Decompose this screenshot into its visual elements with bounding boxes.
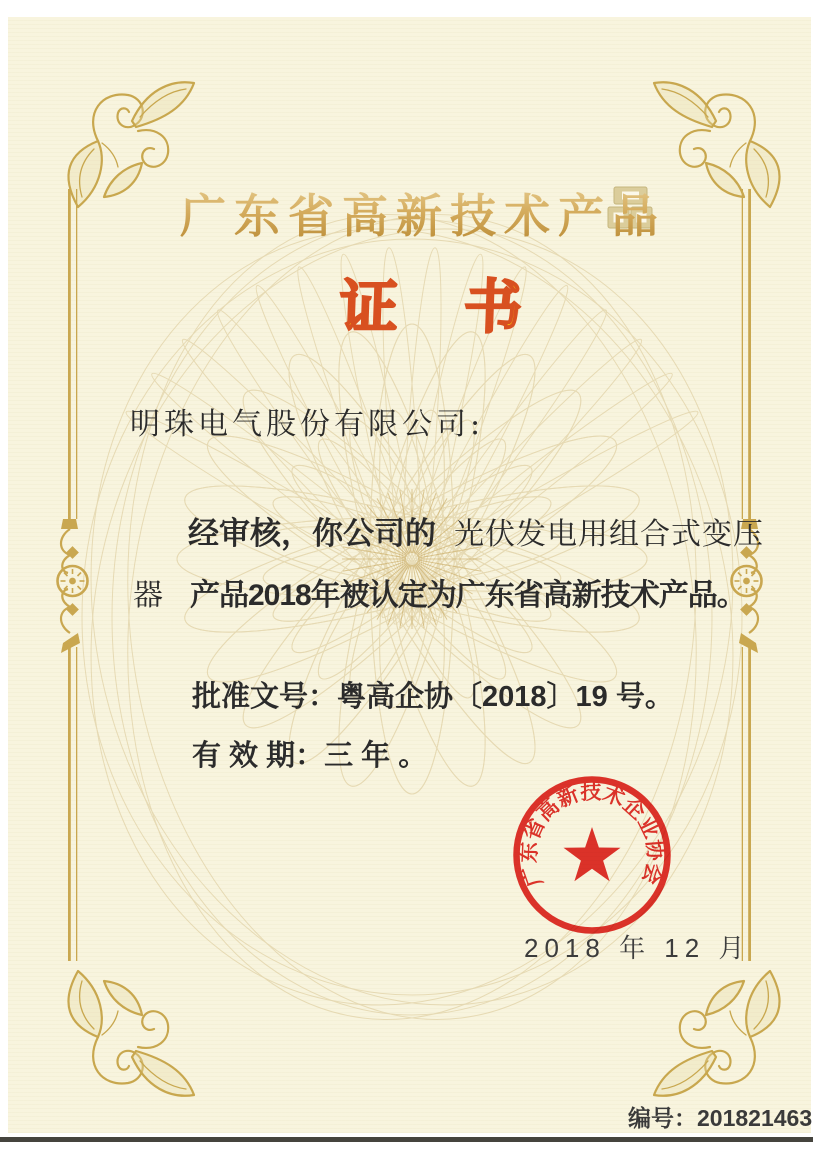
corner-flourish-top-right — [654, 82, 780, 207]
validity-label: 有 效 期： — [192, 740, 325, 772]
issue-date: 2018 年 12 月 — [524, 933, 751, 963]
validity-value: 三 年 。 — [324, 740, 428, 772]
corner-flourish-bottom-left — [68, 971, 194, 1096]
side-border-left — [58, 189, 88, 961]
certificate-page — [8, 17, 811, 1133]
serial-number: 201821463 — [697, 1105, 813, 1131]
scan-edge-line — [0, 1137, 813, 1142]
serial-label: 编号： — [628, 1105, 697, 1131]
seal-organization-text: 广东省高新技术企业协会 — [515, 778, 669, 891]
approval-number-line — [192, 674, 674, 715]
body-line-2 — [133, 570, 746, 614]
product-name-part2: 器 — [133, 578, 164, 613]
body-intro-text: 经审核，你公司的 — [188, 516, 436, 551]
body-line-1 — [188, 508, 764, 553]
product-name-part1: 光伏发电用组合式变压 — [454, 517, 764, 552]
star-icon — [564, 827, 621, 881]
recipient-name: 明珠电气股份有限公司: — [130, 407, 485, 442]
corner-flourish-top-left — [68, 82, 194, 207]
body-conclusion-text: 产品2018年被认定为广东省高新技术产品。 — [190, 579, 746, 612]
approval-label: 批准文号： — [192, 681, 338, 713]
certificate-subtitle: 证 书 — [338, 273, 528, 341]
validity-line — [192, 733, 427, 774]
certificate-title: 广东省高新技术产品 — [180, 180, 666, 246]
serial-number-line — [628, 1100, 812, 1133]
corner-flourish-bottom-right — [654, 971, 780, 1096]
official-seal — [497, 760, 687, 950]
approval-number: 粤高企协〔2018〕19 号。 — [337, 681, 674, 713]
